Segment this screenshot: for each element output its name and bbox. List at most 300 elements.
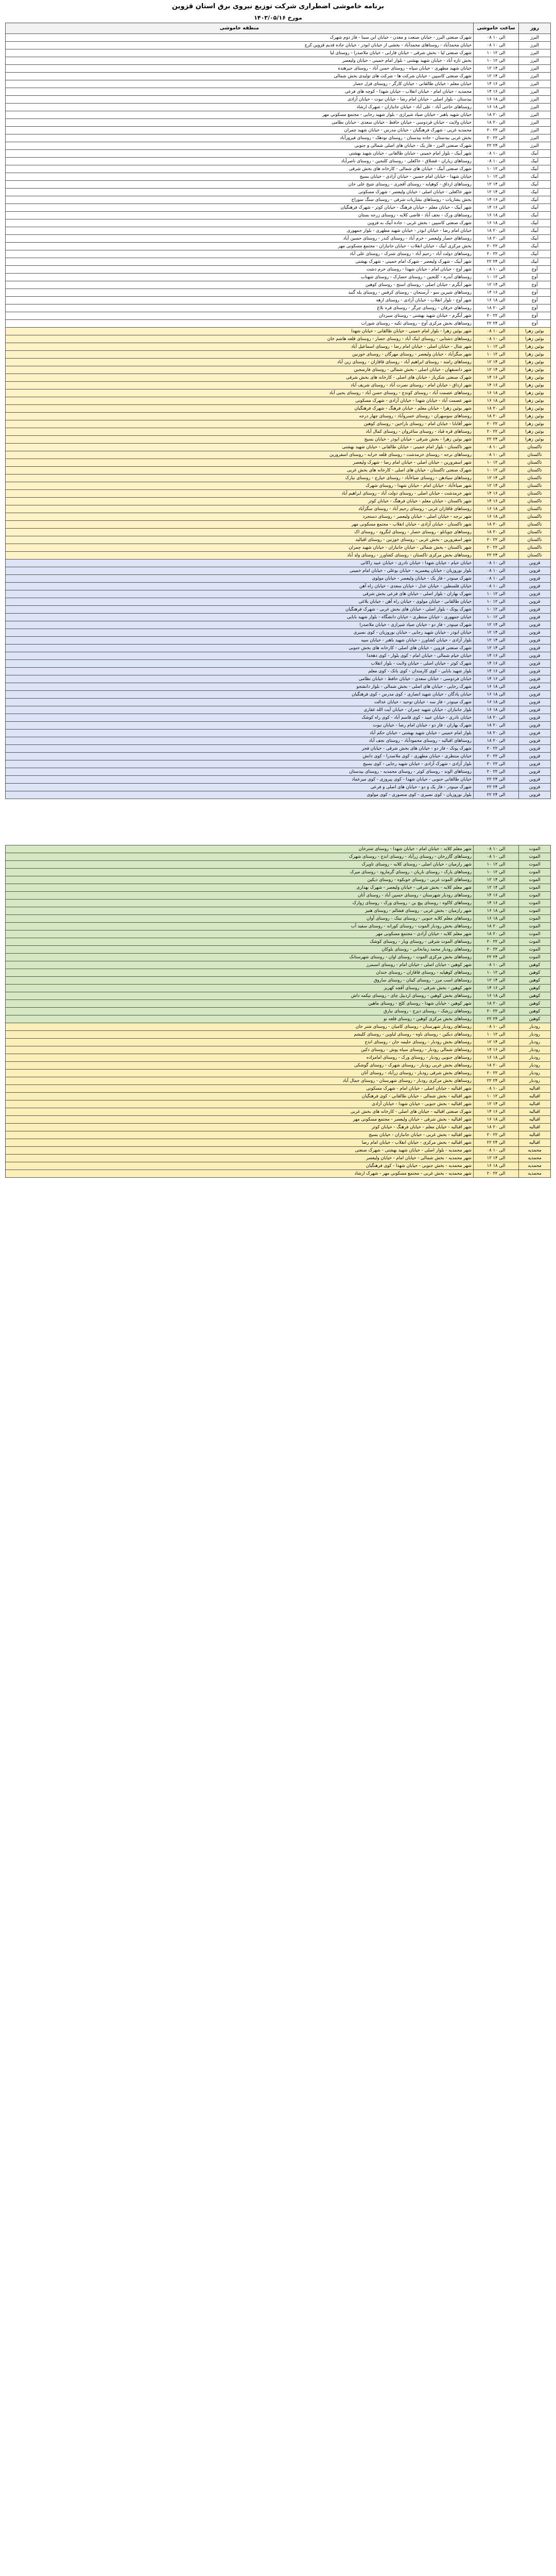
row-area: خیابان جمهوری - خیابان منتظری - خیابان دانشگاه - بلوار شهید بابایی — [6, 614, 474, 621]
table-row — [6, 954, 551, 961]
row-time: ۱۰ الی ۱۲ — [474, 869, 519, 876]
table-row — [6, 34, 551, 42]
row-day: آبیک — [519, 158, 551, 165]
row-day: البرز — [519, 111, 551, 119]
row-time: ۱۶ الی ۱۸ — [474, 397, 519, 405]
row-area: روستاهای بخش مرکزی الموت - روستای اوان - روستای شهرستانک — [6, 954, 474, 961]
row-area: شهر اقبالیه - بخش جنوبی - خیابان شهدا - خیابان آزادی — [6, 1100, 474, 1108]
row-time: ۲۲ الی ۲۴ — [474, 776, 519, 784]
row-area: شهر ضیاءآباد - خیابان امام - خیابان شهدا - روستای شهرک — [6, 482, 474, 490]
row-day: تاکستان — [519, 513, 551, 521]
row-area: شهر ارداق - خیابان امام - روستای نصرت آباد - روستای شریف آباد — [6, 382, 474, 389]
row-area: شهرک صنعتی البرز - فاز یک - خیابان های اصلی شمالی و جنوبی — [6, 142, 474, 150]
row-time: ۲۲ الی ۲۴ — [474, 954, 519, 961]
row-time: ۲۲ الی ۲۴ — [474, 784, 519, 791]
row-time: ۱۰ الی ۱۲ — [474, 1031, 519, 1039]
row-day: بوئین زهرا — [519, 366, 551, 374]
row-day: الموت — [519, 853, 551, 861]
table-row — [6, 552, 551, 560]
row-day: البرز — [519, 104, 551, 111]
row-time: ۱۲ الی ۱۴ — [474, 482, 519, 490]
row-day: قزوین — [519, 745, 551, 753]
row-area: خیابان محمدآباد - روستاهای محمدآباد - بخشی از خیابان ابوذر - خیابان جاده قدیم قزوین کرج — [6, 42, 474, 49]
row-day: آبیک — [519, 250, 551, 258]
table-row — [6, 637, 551, 645]
row-area: شهر کوهین - خیابان شهدا - روستای کلج - روستای ماهین — [6, 1000, 474, 1008]
row-day: رودبار — [519, 1046, 551, 1054]
row-area: شهرک پونک - فاز دو - خیابان های بخش شرقی - خیابان فجر — [6, 745, 474, 753]
row-day: تاکستان — [519, 459, 551, 467]
row-area: خیابان ولایت - خیابان فردوسی - خیابان حافظ - خیابان سعدی - خیابان نظامی — [6, 119, 474, 127]
row-area: شهر رازمیان - خیابان اصلی - روستای کلایه - روستای تاویرک — [6, 861, 474, 869]
row-area: شهر بوئین زهرا - بلوار امام خمینی - خیابان طالقانی - خیابان شهدا — [6, 328, 474, 335]
row-area: روستاهای رامند - روستای ابراهیم آباد - روستای قاقازان - روستای زین آباد — [6, 359, 474, 366]
row-day: قزوین — [519, 652, 551, 660]
table-row — [6, 467, 551, 474]
row-time: ۱۶ الی ۱۸ — [474, 297, 519, 304]
table-row — [6, 505, 551, 513]
row-day: آوج — [519, 266, 551, 274]
row-time: ۰۸ الی ۱۰ — [474, 853, 519, 861]
table-row — [6, 227, 551, 235]
row-day: آوج — [519, 297, 551, 304]
row-time: ۲۲ الی ۲۴ — [474, 1015, 519, 1023]
table-row — [6, 343, 551, 351]
row-area: شهر آبگرم - خیابان شهید بهشتی - روستای سیردان — [6, 312, 474, 320]
row-area: خیابان شهید مطهری - خیابان سپاه - روستای حسن آباد - روستای جیرهنده — [6, 65, 474, 73]
table-row — [6, 181, 551, 189]
table-row — [6, 1162, 551, 1170]
row-area: روستاهای گازرخان - روستای زرآباد - روستای اندج - روستای شهرک — [6, 853, 474, 861]
row-time: ۲۲ الی ۲۴ — [474, 142, 519, 150]
table-row — [6, 1077, 551, 1085]
row-area: روستاهای عصمت آباد - روستای کوندج - روستای حسن آباد - روستای یحیی آباد — [6, 389, 474, 397]
row-day: تاکستان — [519, 552, 551, 560]
row-time: ۱۰ الی ۱۲ — [474, 57, 519, 65]
row-time: ۲۰ الی ۲۲ — [474, 134, 519, 142]
row-time: ۲۰ الی ۲۲ — [474, 938, 519, 946]
row-day: آوج — [519, 274, 551, 281]
table-row — [6, 1023, 551, 1031]
row-area: شهر دانسفهان - خیابان اصلی - بخش شمالی - روستای فارسجین — [6, 366, 474, 374]
row-area: شهر تاکستان - بخش شمالی - خیابان جانبازان - خیابان شهید چمران — [6, 544, 474, 552]
row-area: خیابان معلم - خیابان طالقانی - خیابان کارگر - روستای قزل حصار — [6, 80, 474, 88]
table-row — [6, 1116, 551, 1124]
table-row — [6, 482, 551, 490]
table-row — [6, 730, 551, 737]
table-row — [6, 861, 551, 869]
section-gap — [6, 799, 551, 845]
row-area: روستاهای خرقان - روستای چرگر - روستای قره بلاغ — [6, 304, 474, 312]
row-area: شهرک صنعتی اقبالیه - خیابان های اصلی - کارخانه های بخش غربی — [6, 1108, 474, 1116]
table-row — [6, 699, 551, 706]
row-day: اقبالیه — [519, 1108, 551, 1116]
table-row — [6, 235, 551, 243]
row-day: محمدیه — [519, 1162, 551, 1170]
row-day: البرز — [519, 65, 551, 73]
row-day: قزوین — [519, 575, 551, 583]
table-row — [6, 281, 551, 289]
row-area: روستاهای اسب مرز - روستای کینان - روستای ساروق — [6, 977, 474, 985]
row-area: خیابان فلسطین - خیابان عدل - خیابان سعدی - خیابان راه آهن — [6, 583, 474, 590]
row-day: آبیک — [519, 173, 551, 181]
table-row — [6, 104, 551, 111]
table-row — [6, 1100, 551, 1108]
row-area: روستاهای ورک - نجف آباد - قاضی کلایه - روستای زرجه بستان — [6, 212, 474, 219]
row-area: شهر محمدیه - بخش شمالی - خیابان امام - خیابان ولیعصر — [6, 1155, 474, 1162]
table-row — [6, 575, 551, 583]
row-day: الموت — [519, 845, 551, 853]
row-time: ۱۰ الی ۱۲ — [474, 861, 519, 869]
table-row — [6, 606, 551, 614]
row-time: ۰۸ الی ۱۰ — [474, 150, 519, 158]
table-row — [6, 428, 551, 436]
table-row — [6, 274, 551, 281]
table-row — [6, 219, 551, 227]
row-time: ۰۸ الی ۱۰ — [474, 845, 519, 853]
row-day: تاکستان — [519, 498, 551, 505]
row-time: ۲۲ الی ۲۴ — [474, 1139, 519, 1147]
table-row — [6, 985, 551, 992]
row-day: بوئین زهرا — [519, 374, 551, 382]
table-row — [6, 258, 551, 266]
row-time: ۰۸ الی ۱۰ — [474, 42, 519, 49]
table-row — [6, 583, 551, 590]
row-day: آبیک — [519, 150, 551, 158]
row-time: ۲۰ الی ۲۲ — [474, 1008, 519, 1015]
row-area: روستاهای نرجه - روستای خرمدشت - روستای قلعه خرابه - روستای اسفرورین — [6, 451, 474, 459]
row-area: بلوار نوروزیان - خیابان پیغمبریه - خیابان بوعلی - خیابان امام خمینی — [6, 567, 474, 575]
row-area: شهرک صنعتی لیا - بخش شرقی - خیابان فارابی - خیابان ملاصدرا - روستای لیا — [6, 49, 474, 57]
row-day: تاکستان — [519, 505, 551, 513]
table-row — [6, 204, 551, 212]
row-day: اقبالیه — [519, 1085, 551, 1093]
row-time: ۱۶ الی ۱۸ — [474, 1162, 519, 1170]
table-row — [6, 521, 551, 529]
row-time: ۲۰ الی ۲۲ — [474, 127, 519, 134]
row-day: کوهین — [519, 977, 551, 985]
row-time: ۲۰ الی ۲۲ — [474, 1170, 519, 1178]
row-time: ۱۶ الی ۱۸ — [474, 1054, 519, 1062]
page-date: مورخ ۱۴۰۳/۰۵/۱۶ — [254, 14, 302, 21]
table-row — [6, 760, 551, 768]
row-time: ۱۲ الی ۱۴ — [474, 73, 519, 80]
row-area: محمدیه غربی - شهرک فرهنگیان - خیابان مدرس - خیابان شهید چمران — [6, 127, 474, 134]
row-area: شهر محمدیه - بلوار اصلی - خیابان شهید بهشتی - شهرک صنعتی — [6, 1147, 474, 1155]
row-area: شهر اسفرورین - خیابان اصلی - خیابان امام رضا - شهرک ولیعصر — [6, 459, 474, 467]
table-row — [6, 1000, 551, 1008]
table-header-row — [6, 23, 551, 34]
row-area: شهر بوئین زهرا - خیابان معلم - خیابان فرهنگ - شهرک فرهنگیان — [6, 405, 474, 413]
row-area: شهر آبیک - خیابان معلم - خیابان فرهنگ - خیابان کوثر - شهرک فرهنگیان — [6, 204, 474, 212]
row-time: ۱۶ الی ۱۸ — [474, 389, 519, 397]
table-row — [6, 127, 551, 134]
row-day: تاکستان — [519, 467, 551, 474]
row-day: بوئین زهرا — [519, 405, 551, 413]
table-row — [6, 1170, 551, 1178]
row-time: ۱۸ الی ۲۰ — [474, 722, 519, 730]
table-row — [6, 389, 551, 397]
table-row — [6, 1147, 551, 1155]
row-area: روستاهای قاقازان غربی - روستای رحیم آباد - روستای سگزآباد — [6, 505, 474, 513]
row-area: محمدیه - خیابان امام - خیابان انقلاب - خیابان شهدا - کوچه های فرعی — [6, 88, 474, 96]
row-time: ۱۴ الی ۱۶ — [474, 374, 519, 382]
row-area: شهر آبیک - شهرک ولیعصر - شهرک امام خمینی - شهرک بهشتی — [6, 258, 474, 266]
row-area: شهر اقبالیه - بخش شمالی - خیابان طالقانی - کوی فرهنگیان — [6, 1093, 474, 1100]
row-day: قزوین — [519, 737, 551, 745]
table-row — [6, 490, 551, 498]
row-area: شهر اسفرورین - بخش غربی - روستای خوزنین - روستای اقبالیه — [6, 536, 474, 544]
row-area: شهر آبگرم - خیابان اصلی - روستای استج - روستای کوهین — [6, 281, 474, 289]
row-area: شهرک مینودر - فاز دو - خیابان صیاد شیرازی - خیابان ملاصدرا — [6, 621, 474, 629]
row-area: شهرک صنعتی شکریاز - خیابان های اصلی - کارخانه های بخش شرقی — [6, 374, 474, 382]
row-day: محمدیه — [519, 1147, 551, 1155]
row-time: ۰۸ الی ۱۰ — [474, 560, 519, 567]
row-day: آبیک — [519, 165, 551, 173]
row-day: بوئین زهرا — [519, 359, 551, 366]
row-time: ۱۶ الی ۱۸ — [474, 915, 519, 923]
row-time: ۲۰ الی ۲۲ — [474, 536, 519, 544]
row-area: خیابان شهدا - خیابان امام حسین - خیابان آزادی - خیابان بسیج — [6, 173, 474, 181]
table-row — [6, 436, 551, 444]
row-time: ۱۰ الی ۱۲ — [474, 165, 519, 173]
row-day: البرز — [519, 96, 551, 104]
row-day: اقبالیه — [519, 1100, 551, 1108]
table-row — [6, 1015, 551, 1023]
row-time: ۱۸ الی ۲۰ — [474, 1000, 519, 1008]
row-day: آبیک — [519, 219, 551, 227]
table-row — [6, 768, 551, 776]
table-row — [6, 451, 551, 459]
row-day: اقبالیه — [519, 1093, 551, 1100]
row-time: ۱۲ الی ۱۴ — [474, 474, 519, 482]
row-day: قزوین — [519, 567, 551, 575]
table-row — [6, 405, 551, 413]
row-area: شهرک مینودر - فاز یک - خیابان ولیعصر - خیابان مولوی — [6, 575, 474, 583]
table-row — [6, 335, 551, 343]
table-row — [6, 397, 551, 405]
row-day: قزوین — [519, 606, 551, 614]
row-time: ۱۸ الی ۲۰ — [474, 304, 519, 312]
row-area: شهر کوهین - خیابان اصلی - خیابان امام - روستای اسبمرز — [6, 961, 474, 969]
table-row — [6, 189, 551, 196]
row-time: ۱۲ الی ۱۴ — [474, 1100, 519, 1108]
row-area: روستاهای بخش غربی رودبار - روستای شهرک - روستای گوشکی — [6, 1062, 474, 1070]
row-area: بلوار شهید بابایی - کوی کارمندان - کوی بانک - کوی معلم — [6, 668, 474, 675]
row-area: روستاهای الموت شرقی - روستای ویار - روستای کوشک — [6, 938, 474, 946]
row-day: قزوین — [519, 598, 551, 606]
row-day: البرز — [519, 57, 551, 65]
row-day: البرز — [519, 34, 551, 42]
row-area: شهرک صنعتی کاسپین - بخش غربی - جاده آبیک به قزوین — [6, 219, 474, 227]
row-time: ۱۰ الی ۱۲ — [474, 590, 519, 598]
row-area: روستاهای بخش رودبار - روستای حلیمه جان - روستای انذج — [6, 1039, 474, 1046]
row-day: البرز — [519, 80, 551, 88]
row-area: خیابان خیام شمالی - خیابان امام - کوی بلوار - کوی دهخدا — [6, 652, 474, 660]
row-day: آبیک — [519, 189, 551, 196]
row-day: قزوین — [519, 629, 551, 637]
row-time: ۱۸ الی ۲۰ — [474, 737, 519, 745]
row-day: آبیک — [519, 227, 551, 235]
row-area: بلوار جانبازان - خیابان شهید چمران - خیابان آیت الله غفاری — [6, 706, 474, 714]
row-day: قزوین — [519, 706, 551, 714]
row-time: ۱۲ الی ۱۴ — [474, 181, 519, 189]
row-day: بوئین زهرا — [519, 413, 551, 420]
table-row — [6, 536, 551, 544]
row-area: شهر آبیک - بلوار امام خمینی - خیابان طالقانی - خیابان شهید بهشتی — [6, 150, 474, 158]
row-area: شهر عصمت آباد - خیابان شهدا - خیابان آزادی - شهرک مسکونی — [6, 397, 474, 405]
table-row — [6, 111, 551, 119]
table-row — [6, 938, 551, 946]
row-day: قزوین — [519, 760, 551, 768]
row-day: الموت — [519, 907, 551, 915]
row-area: روستاهای حصار ولیعصر - خرم آباد - روستای کندر - روستای حسین آباد — [6, 235, 474, 243]
row-area: روستاهای بخش مرکزی کوهین - روستای قلعه نو — [6, 1015, 474, 1023]
row-day: تاکستان — [519, 482, 551, 490]
row-day: قزوین — [519, 699, 551, 706]
row-time: ۱۶ الی ۱۸ — [474, 219, 519, 227]
row-time: ۰۸ الی ۱۰ — [474, 266, 519, 274]
row-area: روستاهای چوپانلو - روستای حصار - روستای لنگرود - روستای اک — [6, 529, 474, 536]
table-row — [6, 652, 551, 660]
table-row — [6, 1054, 551, 1062]
row-area: خیابان فردوسی - خیابان سعدی - خیابان حافظ - خیابان نظامی — [6, 675, 474, 683]
row-area: بلوار امام خمینی - خیابان شهید بهشتی - خیابان حکم آباد — [6, 730, 474, 737]
row-area: شهرک صنعتی آبیک - خیابان های شمالی - کارخانه های بخش شرقی — [6, 165, 474, 173]
row-area: روستاهای ارداق - کوهپایه - روستای آقچری - روستای شیخ علی خان — [6, 181, 474, 189]
row-time: ۱۰ الی ۱۲ — [474, 274, 519, 281]
table-row — [6, 366, 551, 374]
table-row — [6, 776, 551, 784]
row-time: ۱۸ الی ۲۰ — [474, 714, 519, 722]
row-area: روستاهای سوسهران - روستای خسروآباد - روستای چهار درجه — [6, 413, 474, 420]
row-day: تاکستان — [519, 521, 551, 529]
table-row — [6, 660, 551, 668]
row-day: تاکستان — [519, 474, 551, 482]
row-time: ۲۰ الی ۲۲ — [474, 243, 519, 250]
table-row — [6, 328, 551, 335]
row-day: قزوین — [519, 776, 551, 784]
table-row — [6, 645, 551, 652]
row-day: قزوین — [519, 730, 551, 737]
table-row — [6, 892, 551, 900]
row-area: شهر بوئین زهرا - بخش شرقی - خیابان ابوذر - خیابان بسیج — [6, 436, 474, 444]
row-time: ۰۸ الی ۱۰ — [474, 158, 519, 165]
table-row — [6, 119, 551, 127]
row-time: ۲۰ الی ۲۲ — [474, 760, 519, 768]
row-day: رودبار — [519, 1039, 551, 1046]
table-row — [6, 374, 551, 382]
table-row — [6, 529, 551, 536]
row-day: قزوین — [519, 691, 551, 699]
row-day: محمدیه — [519, 1170, 551, 1178]
row-time: ۲۲ الی ۲۴ — [474, 791, 519, 799]
header-day: روز — [519, 23, 551, 34]
row-day: قزوین — [519, 784, 551, 791]
row-day: الموت — [519, 884, 551, 892]
row-time: ۱۰ الی ۱۲ — [474, 467, 519, 474]
row-day: البرز — [519, 119, 551, 127]
row-time: ۱۶ الی ۱۸ — [474, 1116, 519, 1124]
row-area: بخش بشاریات - روستاهای بشاریات شرقی - روستای سنگ سوراخ — [6, 196, 474, 204]
row-area: روستاهای شیرین سو - آرسنجان - روستای کرفس - روستای یله گنبد — [6, 289, 474, 297]
row-area: شهر آوج - بلوار انقلاب - خیابان آزادی - روستای ارهه — [6, 297, 474, 304]
row-day: آوج — [519, 312, 551, 320]
row-time: ۱۲ الی ۱۴ — [474, 366, 519, 374]
row-time: ۲۲ الی ۲۴ — [474, 1077, 519, 1085]
row-day: قزوین — [519, 583, 551, 590]
table-body — [6, 34, 551, 1178]
row-area: روستاهای بخش شرقی رودبار - روستای زرآباد - روستای آتان — [6, 1070, 474, 1077]
row-day: الموت — [519, 938, 551, 946]
row-area: شهر کوهین - بخش شرقی - روستای آقچه کهریز — [6, 985, 474, 992]
row-day: آبیک — [519, 196, 551, 204]
row-time: ۱۸ الی ۲۰ — [474, 923, 519, 930]
row-time: ۲۰ الی ۲۲ — [474, 544, 519, 552]
row-area: شهر سگزآباد - خیابان ولیعصر - روستای مهرگان - روستای خوزنین — [6, 351, 474, 359]
table-row — [6, 691, 551, 699]
row-area: روستاهای دشتابی - روستای ایبک آباد - روستای حصار - روستای قلعه هاشم خان — [6, 335, 474, 343]
row-day: البرز — [519, 142, 551, 150]
table-row — [6, 513, 551, 521]
row-day: تاکستان — [519, 536, 551, 544]
table-row — [6, 1124, 551, 1131]
table-row — [6, 320, 551, 328]
row-area: بلوار نوروزیان - کوی نصیری - کوی منصوری - کوی مولوی — [6, 791, 474, 799]
row-time: ۱۲ الی ۱۴ — [474, 65, 519, 73]
table-row — [6, 1155, 551, 1162]
row-time: ۰۸ الی ۱۰ — [474, 34, 519, 42]
row-time: ۲۰ الی ۲۲ — [474, 250, 519, 258]
row-day: الموت — [519, 954, 551, 961]
row-area: روستاهای بخش مرکزی رودبار - روستای شهرستان - روستای جمال آباد — [6, 1077, 474, 1085]
row-area: بخش مرکزی آبیک - خیابان انقلاب - خیابان جانبازان - مجتمع مسکونی مهر — [6, 243, 474, 250]
row-day: بوئین زهرا — [519, 389, 551, 397]
row-time: ۱۲ الی ۱۴ — [474, 1039, 519, 1046]
row-area: روستاهای بخش کوهین - روستای اردبیل چای - روستای تیکمه داش — [6, 992, 474, 1000]
table-row — [6, 1139, 551, 1147]
row-time: ۱۰ الی ۱۲ — [474, 49, 519, 57]
row-area: شهر معلم کلایه - بخش شرقی - خیابان ولیعصر - شهرک بهداری — [6, 884, 474, 892]
row-time: ۱۴ الی ۱۶ — [474, 668, 519, 675]
row-day: بوئین زهرا — [519, 351, 551, 359]
row-time: ۱۶ الی ۱۸ — [474, 706, 519, 714]
row-day: الموت — [519, 946, 551, 954]
row-time: ۱۶ الی ۱۸ — [474, 699, 519, 706]
row-time: ۱۴ الی ۱۶ — [474, 196, 519, 204]
table-row — [6, 784, 551, 791]
table-row — [6, 96, 551, 104]
row-area: خیابان شهید باهنر - خیابان صیاد شیرازی - بلوار شهید رجایی - مجتمع مسکونی مهر — [6, 111, 474, 119]
table-row — [6, 1108, 551, 1116]
row-time: ۱۶ الی ۱۸ — [474, 505, 519, 513]
row-day: قزوین — [519, 683, 551, 691]
row-time: ۱۴ الی ۱۶ — [474, 652, 519, 660]
row-area: روستاهای زرشک - روستای دیزج - روستای نیارق — [6, 1008, 474, 1015]
row-day: کوهین — [519, 992, 551, 1000]
row-area: بلوار آزادی - خیابان کشاورز - خیابان شهید باهنر - خیابان سپه — [6, 637, 474, 645]
table-row — [6, 560, 551, 567]
row-time: ۱۲ الی ۱۴ — [474, 189, 519, 196]
table-row — [6, 706, 551, 714]
row-time: ۱۸ الی ۲۰ — [474, 730, 519, 737]
table-row — [6, 946, 551, 954]
row-area: شهر تاکستان - بلوار امام خمینی - خیابان طالقانی - خیابان شهید بهشتی — [6, 444, 474, 451]
row-day: بوئین زهرا — [519, 343, 551, 351]
row-area: خیابان منتظری - خیابان مطهری - کوی ملاصدرا - کوی دانش — [6, 753, 474, 760]
row-time: ۲۰ الی ۲۲ — [474, 753, 519, 760]
row-area: بلوار آزادی - شهرک آزادی - خیابان شهید رجایی - کوی بسیج — [6, 760, 474, 768]
